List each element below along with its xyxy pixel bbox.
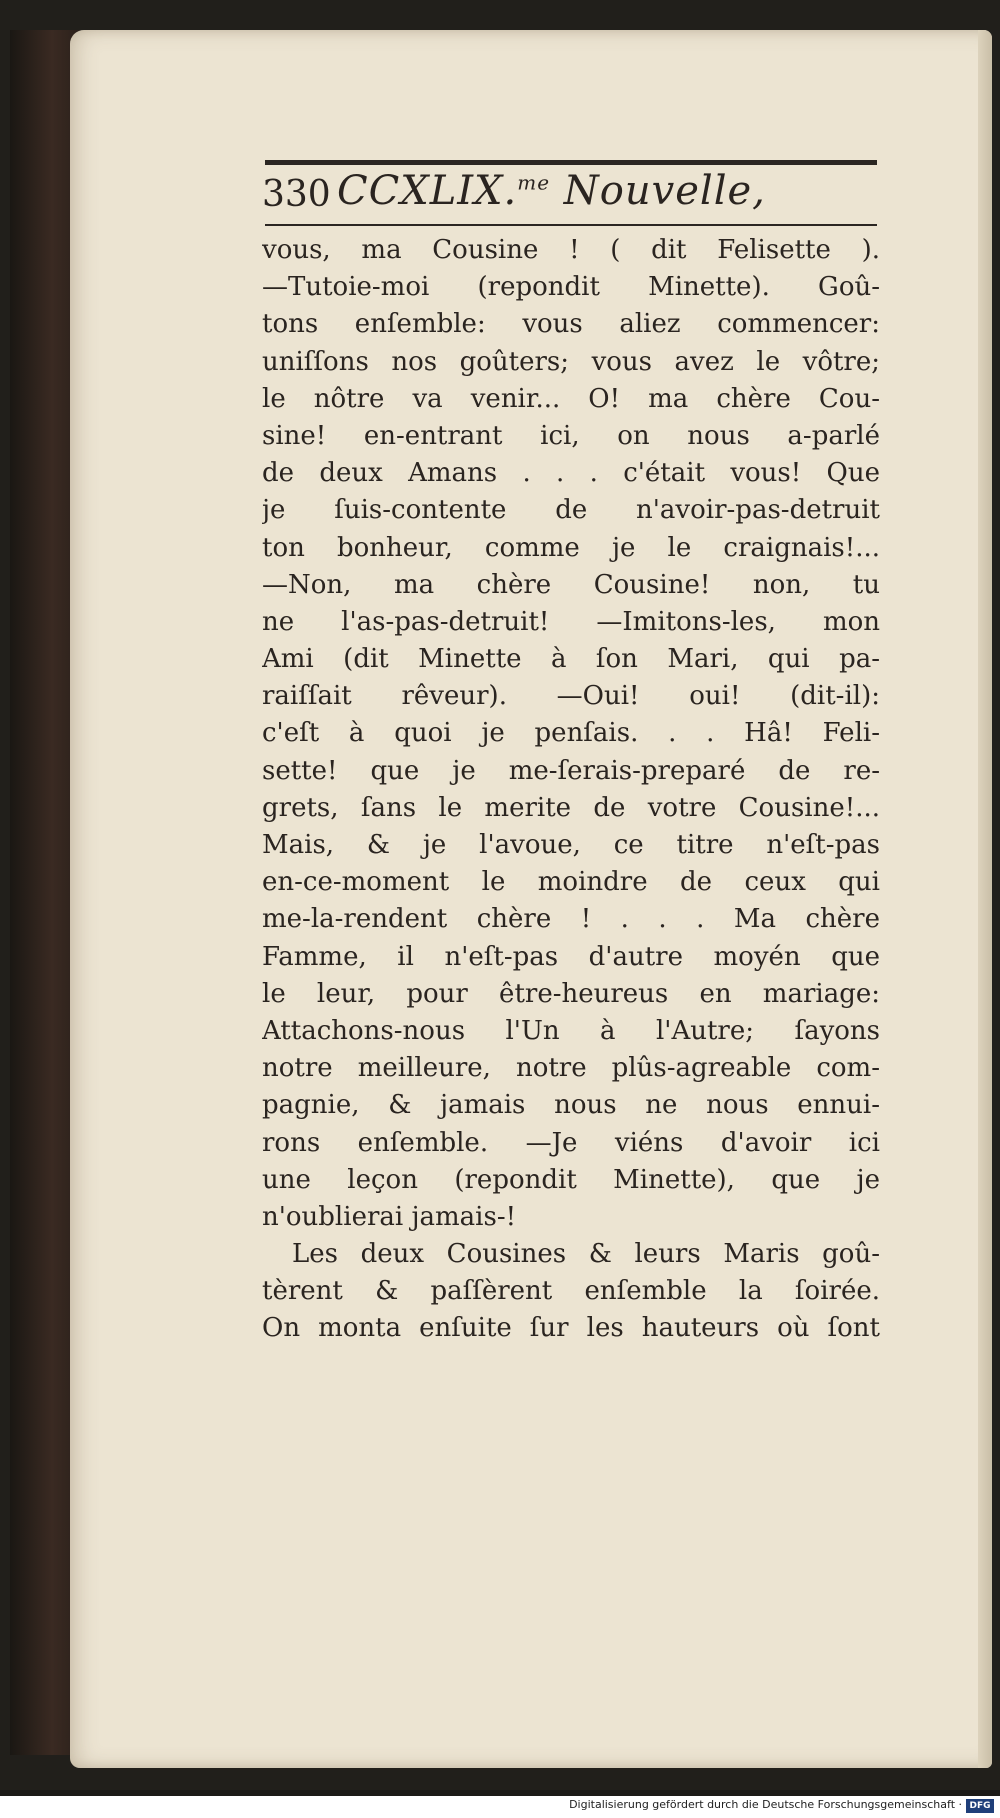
text-line: le leur, pour être-heureus en mariage: bbox=[262, 978, 880, 1009]
running-title: CCXLIX.$^{me}$ Nouvelle, bbox=[337, 168, 766, 214]
digitization-footer bbox=[0, 1796, 1000, 1818]
text-line: de deux Amans . . . c'était vous! Que bbox=[262, 458, 880, 489]
text-line: ne l'as-pas-detruit! —Imitons-les, mon bbox=[262, 606, 880, 637]
text-line: pagnie, & jamais nous ne nous ennui- bbox=[262, 1090, 880, 1121]
text-line: je ſuis-contente de n'avoir-pas-detruit bbox=[262, 495, 880, 526]
page-edge bbox=[978, 30, 992, 1768]
text-line: tèrent & paſſèrent enſemble la ſoirée. bbox=[262, 1276, 880, 1307]
text-line: sette! que je me-ſerais-preparé de re- bbox=[262, 755, 880, 786]
text-line: tons enſemble: vous aliez commencer: bbox=[262, 309, 880, 340]
text-line: en-ce-moment le moindre de ceux qui bbox=[262, 867, 880, 898]
text-line: sine! en-entrant ici, on nous a-parlé bbox=[262, 420, 880, 451]
text-line: Ami (dit Minette à ſon Mari, qui pa- bbox=[262, 644, 880, 675]
header-rule-bottom bbox=[265, 224, 877, 226]
text-line: me-la-rendent chère ! . . . Ma chère bbox=[262, 904, 880, 935]
text-line: vous, ma Cousine ! ( dit Felisette ). bbox=[262, 235, 880, 265]
text-line: On monta enſuite ſur les hauteurs où ſont bbox=[262, 1313, 880, 1344]
text-line: Les deux Cousines & leurs Maris goû- bbox=[292, 1239, 880, 1270]
text-line: Mais, & je l'avoue, ce titre n'eſt-pas bbox=[262, 830, 880, 860]
text-line: c'eſt à quoi je penſais. . . Hâ! Feli- bbox=[262, 718, 880, 749]
page-number: 330 bbox=[262, 174, 331, 215]
text-line: grets, ſans le merite de votre Cousine!... bbox=[262, 792, 880, 823]
text-line: le nôtre va venir... O! ma chère Cou- bbox=[262, 383, 880, 414]
text-line: rons enſemble. —Je viéns d'avoir ici bbox=[262, 1127, 880, 1158]
text-line: n'oublierai jamais-! bbox=[262, 1201, 517, 1232]
text-line: ton bonheur, comme je le craignais!... bbox=[262, 532, 880, 563]
text-line: Attachons-nous l'Un à l'Autre; ſayons bbox=[262, 1015, 880, 1046]
text-line: Famme, il n'eſt-pas d'autre moyén que bbox=[262, 941, 880, 972]
text-line: raiſſait rêveur). —Oui! oui! (dit-il): bbox=[262, 681, 880, 712]
text-line: notre meilleure, notre plûs-agreable com- bbox=[262, 1053, 880, 1084]
dfg-logo-icon: DFG bbox=[966, 1799, 994, 1813]
funding-credit: Digitalisierung gefördert durch die Deutsche Forschungsgemeinschaft · bbox=[569, 1798, 962, 1811]
text-line: uniſſons nos goûters; vous avez le vôtre; bbox=[262, 346, 880, 377]
body-text bbox=[262, 232, 880, 1348]
running-header bbox=[262, 162, 882, 224]
text-line: —Non, ma chère Cousine! non, tu bbox=[262, 569, 880, 600]
text-line: une leçon (repondit Minette), que je bbox=[262, 1164, 880, 1195]
text-line: —Tutoie-moi (repondit Minette). Goû- bbox=[262, 272, 880, 303]
